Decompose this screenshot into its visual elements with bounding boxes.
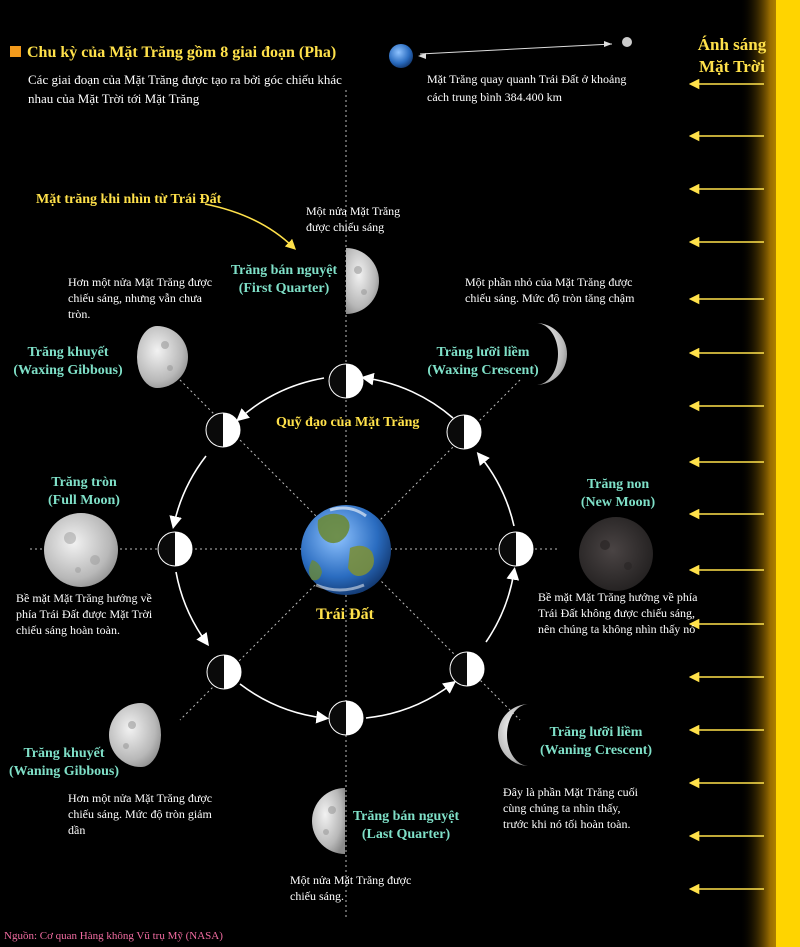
orbit-label: Quỹ đạo của Mặt Trăng [276, 415, 420, 430]
orbit-moon-left [158, 532, 192, 566]
orbit-moon-top-right [447, 415, 481, 449]
waxing-crescent-english: (Waxing Crescent) [427, 363, 539, 378]
new-moon-label [566, 476, 670, 512]
moon-last-quarter [312, 788, 345, 854]
small-moon-icon [622, 37, 632, 47]
waning-crescent-desc: Đây là phần Mặt Trăng cuối cùng chúng ta nhìn thấy, trước khi nó tối hoàn toàn. [503, 785, 638, 831]
waning-gibbous-english: (Waning Gibbous) [8, 764, 120, 779]
moon-new [579, 517, 653, 591]
waxing-gibbous-english: (Waxing Gibbous) [13, 363, 123, 378]
last-quarter-name: Trăng bán nguyệt [352, 809, 460, 824]
last-quarter-english: (Last Quarter) [361, 827, 451, 842]
title-square-icon [10, 46, 21, 57]
view-from-earth-label: Mặt trăng khi nhìn từ Trái Đất [36, 192, 222, 207]
waxing-gibbous-desc: Hơn một nửa Mặt Trăng được chiếu sáng, nhưng vẫn chưa tròn. [68, 275, 213, 321]
first-quarter-desc: Một nửa Mặt Trăng được chiếu sáng [306, 204, 401, 234]
waning-gibbous-label [2, 745, 126, 781]
sunlight-title [672, 34, 792, 78]
page-title-text: Chu kỳ của Mặt Trăng gồm 8 giai đoạn (Pha) [27, 44, 337, 61]
last-quarter-desc: Một nửa Mặt Trăng được chiếu sáng. [290, 873, 412, 903]
orbit-moon-bottom-left [207, 655, 241, 689]
new-moon-english: (New Moon) [580, 495, 656, 510]
orbit-moon-top [329, 364, 363, 398]
waning-crescent-name: Trăng lưỡi liềm [549, 725, 643, 740]
waning-gibbous-name: Trăng khuyết [23, 746, 105, 761]
waxing-crescent-name: Trăng lưỡi liềm [436, 345, 530, 360]
full-moon-english: (Full Moon) [48, 493, 120, 508]
waxing-gibbous-label [4, 344, 132, 380]
sunlight-title-line2: Mặt Trời [699, 57, 765, 76]
orbit-moon-bottom [329, 701, 363, 735]
moon-first-quarter [346, 248, 379, 314]
source-credit: Nguồn: Cơ quan Hàng không Vũ trụ Mỹ (NASA) [4, 930, 223, 942]
earth-moon-distance-illustration [389, 37, 632, 68]
earth-globe [301, 505, 391, 595]
last-quarter-label [344, 808, 468, 844]
waning-crescent-label [532, 724, 660, 760]
first-quarter-english: (First Quarter) [238, 281, 330, 296]
waxing-crescent-desc: Một phần nhỏ của Mặt Trăng được chiếu sáng. Mức độ tròn tăng chậm [465, 275, 635, 305]
sunlight-title-line1: Ánh sáng [697, 35, 767, 54]
page-subtitle: Các giai đoạn của Mặt Trăng được tạo ra bởi góc chiếu khác nhau của Mặt Trời tới Mặt Trăng [28, 72, 342, 106]
waxing-gibbous-name: Trăng khuyết [27, 345, 109, 360]
sun-edge [776, 0, 800, 947]
new-moon-desc: Bề mặt Mặt Trăng hướng về phía Trái Đất không được chiếu sáng, nên chúng ta không nhìn thấy nó [538, 590, 698, 636]
earth-label: Trái Đất [316, 606, 374, 623]
full-moon-name: Trăng tròn [51, 475, 117, 490]
first-quarter-label [222, 262, 346, 298]
first-quarter-name: Trăng bán nguyệt [230, 263, 338, 278]
small-earth-icon [389, 44, 413, 68]
full-moon-desc: Bề mặt Mặt Trăng hướng về phía Trái Đất được Mặt Trời chiếu sáng hoàn toàn. [16, 591, 153, 637]
orbit-moon-bottom-right [450, 652, 484, 686]
orbit-moon-right [499, 532, 533, 566]
waning-gibbous-desc: Hơn một nửa Mặt Trăng được chiếu sáng. Mức độ tròn giảm dần [68, 791, 213, 837]
page-title [10, 44, 336, 62]
waxing-crescent-label [418, 344, 548, 380]
new-moon-name: Trăng non [586, 477, 650, 492]
waning-crescent-english: (Waning Crescent) [539, 743, 653, 758]
full-moon-label [30, 474, 138, 510]
moon-waxing-gibbous [137, 326, 188, 388]
moon-full [44, 513, 118, 587]
distance-note: Mặt Trăng quay quanh Trái Đất ở khoảng cách trung bình 384.400 km [427, 72, 627, 104]
view-pointer-arrow [205, 204, 293, 247]
orbit-moon-top-left [206, 413, 240, 447]
